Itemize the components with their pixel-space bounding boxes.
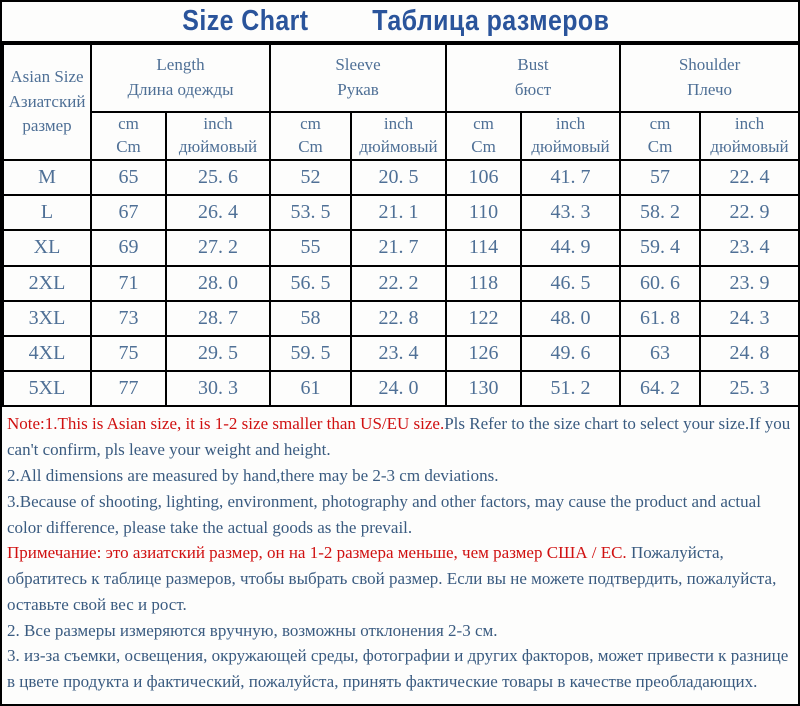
measurement-cell: 27. 2 <box>166 230 270 265</box>
measurement-cell: 73 <box>91 301 166 336</box>
measurement-cell: 55 <box>270 230 351 265</box>
measurement-cell: 61. 8 <box>620 301 700 336</box>
table-row <box>3 230 799 265</box>
size-chart-table <box>2 43 800 407</box>
header-asian-size-ru2: размер <box>22 116 72 136</box>
measurement-cell: 51. 2 <box>521 371 620 406</box>
note-line <box>7 540 793 617</box>
table-row <box>3 195 799 230</box>
header-length-inch <box>166 112 270 160</box>
page-title <box>2 2 798 43</box>
measurement-cell: 44. 9 <box>521 230 620 265</box>
measurement-cell: 110 <box>446 195 521 230</box>
note-text: 2. Все размеры измеряются вручную, возможны отклонения 2-3 см. <box>7 620 498 640</box>
unit-cm: cm <box>300 114 321 134</box>
measurement-cell: 59. 5 <box>270 336 351 371</box>
measurement-cell: 130 <box>446 371 521 406</box>
header-length-cm <box>91 112 166 160</box>
table-row <box>3 266 799 301</box>
header-asian-size <box>3 44 91 160</box>
note-text-red: Note:1.This is Asian size, it is 1-2 size smaller than US/EU size. <box>7 414 445 434</box>
measurement-cell: 28. 7 <box>166 301 270 336</box>
measurement-cell: 26. 4 <box>166 195 270 230</box>
measurement-cell: 20. 5 <box>351 160 446 195</box>
measurement-cell: 64. 2 <box>620 371 700 406</box>
measurement-cell: 52 <box>270 160 351 195</box>
note-line <box>7 618 793 644</box>
table-header-group-row <box>3 44 799 112</box>
size-label: 5XL <box>3 371 91 406</box>
measurement-cell: 23. 9 <box>700 266 799 301</box>
header-sleeve-cm <box>270 112 351 160</box>
header-bust-cm <box>446 112 521 160</box>
header-shoulder-ru: Плечо <box>687 80 732 99</box>
note-line <box>7 489 793 541</box>
page-title-en: Size Chart <box>182 5 309 37</box>
measurement-cell: 22. 8 <box>351 301 446 336</box>
table-row <box>3 371 799 406</box>
header-bust-en: Bust <box>517 55 549 75</box>
size-label: L <box>3 195 91 230</box>
measurement-cell: 23. 4 <box>351 336 446 371</box>
page-title-ru: Таблица размеров <box>371 5 609 37</box>
unit-inch-ru: дюймовый <box>178 137 258 156</box>
table-row <box>3 301 799 336</box>
measurement-cell: 30. 3 <box>166 371 270 406</box>
measurement-cell: 28. 0 <box>166 266 270 301</box>
measurement-cell: 21. 1 <box>351 195 446 230</box>
size-label: M <box>3 160 91 195</box>
measurement-cell: 43. 3 <box>521 195 620 230</box>
unit-inch: inch <box>203 114 233 134</box>
measurement-cell: 23. 4 <box>700 230 799 265</box>
header-shoulder-inch <box>700 112 799 160</box>
measurement-cell: 60. 6 <box>620 266 700 301</box>
unit-cm: cm <box>118 114 139 134</box>
header-bust-inch <box>521 112 620 160</box>
measurement-cell: 63 <box>620 336 700 371</box>
measurement-cell: 77 <box>91 371 166 406</box>
measurement-cell: 65 <box>91 160 166 195</box>
measurement-cell: 118 <box>446 266 521 301</box>
measurement-cell: 24. 8 <box>700 336 799 371</box>
size-table-body <box>3 160 799 406</box>
unit-cm: cm <box>649 114 671 134</box>
measurement-cell: 69 <box>91 230 166 265</box>
table-row <box>3 336 799 371</box>
table-header-units-row <box>3 112 799 160</box>
header-sleeve-en: Sleeve <box>335 55 381 75</box>
measurement-cell: 22. 9 <box>700 195 799 230</box>
measurement-cell: 58. 2 <box>620 195 700 230</box>
measurement-cell: 24. 0 <box>351 371 446 406</box>
measurement-cell: 21. 7 <box>351 230 446 265</box>
size-label: 4XL <box>3 336 91 371</box>
header-sleeve <box>270 44 446 112</box>
unit-inch: inch <box>734 114 765 134</box>
measurement-cell: 75 <box>91 336 166 371</box>
measurement-cell: 48. 0 <box>521 301 620 336</box>
note-line <box>7 643 793 695</box>
header-shoulder-cm <box>620 112 700 160</box>
measurement-cell: 22. 4 <box>700 160 799 195</box>
measurement-cell: 53. 5 <box>270 195 351 230</box>
header-bust <box>446 44 620 112</box>
header-shoulder-en: Shoulder <box>678 55 741 75</box>
note-text: 2.All dimensions are measured by hand,there may be 2-3 cm deviations. <box>7 465 499 485</box>
measurement-cell: 122 <box>446 301 521 336</box>
note-text: Пожалуйста, обратитесь к таблице размеров, чтобы выбрать свой размер. Если вы не можете подтвердить, пожалуйста, оставьте свой вес и рост. <box>7 543 777 614</box>
measurement-cell: 71 <box>91 266 166 301</box>
size-label: 3XL <box>3 301 91 336</box>
measurement-cell: 25. 6 <box>166 160 270 195</box>
header-asian-size-en: Asian Size <box>10 67 84 87</box>
measurement-cell: 25. 3 <box>700 371 799 406</box>
measurement-cell: 67 <box>91 195 166 230</box>
measurement-cell: 22. 2 <box>351 266 446 301</box>
unit-inch-ru: дюймовый <box>531 137 610 156</box>
unit-cm-alt: Cm <box>116 137 141 156</box>
note-line <box>7 463 793 489</box>
measurement-cell: 61 <box>270 371 351 406</box>
measurement-cell: 56. 5 <box>270 266 351 301</box>
note-line <box>7 411 793 463</box>
unit-inch-ru: дюймовый <box>710 137 789 156</box>
unit-inch-ru: дюймовый <box>359 137 438 156</box>
unit-inch: inch <box>555 114 586 134</box>
unit-cm-alt: Cm <box>471 137 496 156</box>
measurement-cell: 46. 5 <box>521 266 620 301</box>
header-length-ru: Длина одежды <box>127 80 234 99</box>
note-text: 3.Because of shooting, lighting, environment, photography and other factors, may cause the product and actual color difference, please take the actual goods as the prevail. <box>7 491 761 537</box>
unit-cm-alt: Cm <box>647 137 673 156</box>
measurement-cell: 29. 5 <box>166 336 270 371</box>
header-length-en: Length <box>156 55 205 75</box>
measurement-cell: 58 <box>270 301 351 336</box>
header-bust-ru: бюст <box>514 80 552 99</box>
header-length <box>91 44 270 112</box>
measurement-cell: 57 <box>620 160 700 195</box>
measurement-cell: 49. 6 <box>521 336 620 371</box>
measurement-cell: 24. 3 <box>700 301 799 336</box>
measurement-cell: 41. 7 <box>521 160 620 195</box>
measurement-cell: 114 <box>446 230 521 265</box>
table-row <box>3 160 799 195</box>
notes-section <box>2 407 798 695</box>
header-asian-size-ru1: Азиатский <box>8 91 86 111</box>
measurement-cell: 59. 4 <box>620 230 700 265</box>
header-sleeve-ru: Рукав <box>337 80 379 99</box>
measurement-cell: 106 <box>446 160 521 195</box>
measurement-cell: 126 <box>446 336 521 371</box>
unit-inch: inch <box>383 114 414 134</box>
size-label: 2XL <box>3 266 91 301</box>
note-text-red: Примечание: это азиатский размер, он на 1-2 размера меньше, чем размер США / ЕС. <box>7 543 627 563</box>
unit-cm: cm <box>473 114 494 134</box>
header-sleeve-inch <box>351 112 446 160</box>
note-text: Pls Refer to the size chart to select your size.If you can't confirm, pls leave your weight and height. <box>7 414 791 460</box>
note-text: 3. из-за съемки, освещения, окружающей среды, фотографии и других факторов, может привести к разнице в цвете продукта и фактический, пожалуйста, принять фактические товары в качестве преобладающих. <box>7 646 789 692</box>
unit-cm-alt: Cm <box>298 137 323 156</box>
header-shoulder <box>620 44 799 112</box>
size-label: XL <box>3 230 91 265</box>
